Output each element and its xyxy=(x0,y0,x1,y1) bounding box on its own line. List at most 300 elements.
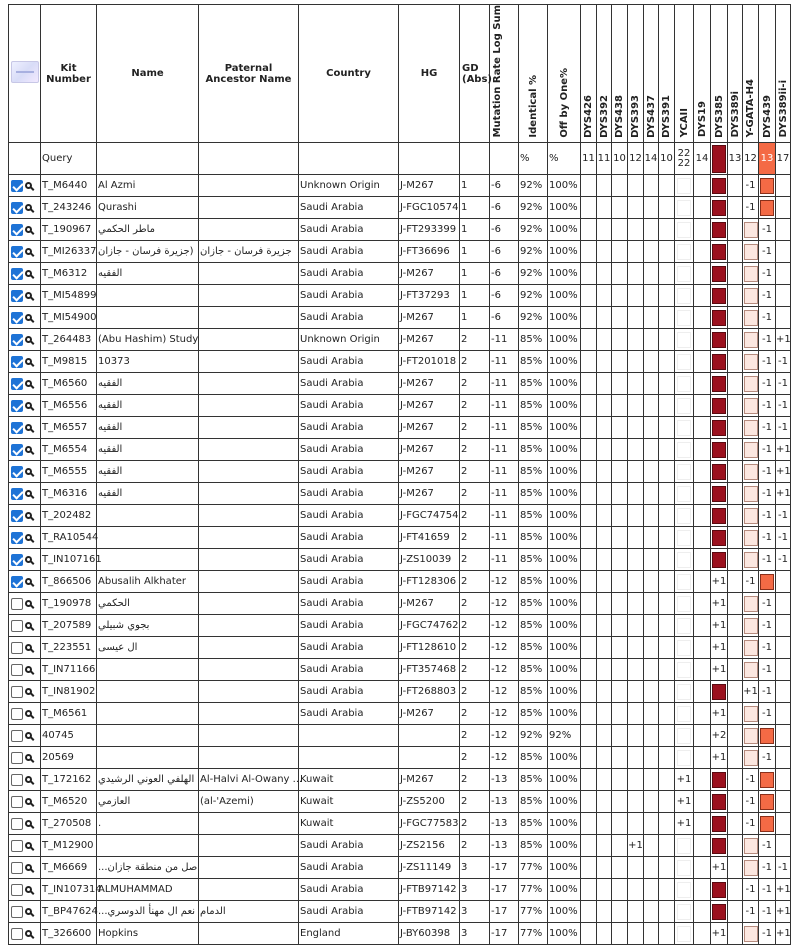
dys385-cell: +1 xyxy=(711,571,728,593)
kit-number-cell[interactable]: T_IN107314 xyxy=(41,879,97,901)
name-cell xyxy=(97,527,199,549)
dys389i-cell xyxy=(728,417,743,439)
table-row xyxy=(9,417,791,439)
logo-cell xyxy=(9,5,41,143)
kit-number-cell[interactable]: T_326600 xyxy=(41,923,97,945)
kit-number-cell[interactable]: T_MI26337 xyxy=(41,241,97,263)
search-icon[interactable] xyxy=(25,776,32,783)
marker-color-icon xyxy=(744,596,758,612)
dys19-cell xyxy=(694,637,711,659)
country-cell: Unknown Origin xyxy=(299,329,399,351)
identical-cell: 92% xyxy=(519,307,548,329)
off-by-one-cell: 100% xyxy=(548,791,581,813)
marker-cell xyxy=(597,923,612,945)
empty-marker-icon xyxy=(677,838,691,854)
marker-cell xyxy=(612,615,628,637)
kit-number-cell[interactable]: T_M9815 xyxy=(41,351,97,373)
select-checkbox[interactable] xyxy=(11,642,23,654)
name-cell xyxy=(97,549,199,571)
dys389i-cell xyxy=(728,659,743,681)
col-ident-label: Identical % xyxy=(527,74,539,138)
search-icon[interactable] xyxy=(25,402,32,409)
search-icon[interactable] xyxy=(25,600,32,607)
empty-marker-icon xyxy=(677,728,691,744)
kit-number-cell[interactable]: T_M6556 xyxy=(41,395,97,417)
off-by-one-cell: 100% xyxy=(548,901,581,923)
select-checkbox[interactable] xyxy=(11,906,23,918)
marker-cell xyxy=(644,351,659,373)
paternal-ancestor-cell xyxy=(199,747,299,769)
kit-number-cell[interactable]: T_M6560 xyxy=(41,373,97,395)
marker-cell xyxy=(644,483,659,505)
empty-marker-icon xyxy=(677,200,691,216)
name-cell xyxy=(97,307,199,329)
marker-cell xyxy=(581,175,597,197)
country-cell: Saudi Arabia xyxy=(299,593,399,615)
name-cell xyxy=(97,505,199,527)
dys385-cell xyxy=(711,307,728,329)
country-cell: Saudi Arabia xyxy=(299,681,399,703)
ycaii-cell xyxy=(675,351,694,373)
name-cell xyxy=(97,835,199,857)
mismatch-color-icon xyxy=(712,398,726,414)
kit-number-cell[interactable]: T_M6555 xyxy=(41,461,97,483)
col-name[interactable]: Name xyxy=(97,5,199,143)
col-genetic-distance[interactable] xyxy=(460,5,490,143)
search-icon[interactable] xyxy=(25,270,32,277)
kit-number-cell[interactable]: 20569 xyxy=(41,747,97,769)
search-icon[interactable] xyxy=(25,908,32,915)
ygata-h4-cell xyxy=(743,615,759,637)
dys19-cell xyxy=(694,835,711,857)
ycaii-cell xyxy=(675,681,694,703)
dys19-cell xyxy=(694,923,711,945)
dys385-color-icon xyxy=(712,145,726,173)
ygata-h4-cell: -1 xyxy=(743,197,759,219)
search-icon[interactable] xyxy=(25,446,32,453)
search-icon[interactable] xyxy=(25,820,32,827)
search-icon[interactable] xyxy=(25,798,32,805)
marker-cell xyxy=(581,329,597,351)
search-icon[interactable] xyxy=(25,886,32,893)
gd-cell: 2 xyxy=(460,681,490,703)
gd-cell: 2 xyxy=(460,527,490,549)
mismatch-color-icon xyxy=(712,266,726,282)
query-blank xyxy=(9,143,41,175)
select-checkbox[interactable] xyxy=(11,796,23,808)
search-icon[interactable] xyxy=(25,424,32,431)
query-off: % xyxy=(548,143,581,175)
kit-number-cell[interactable]: T_BP47624 xyxy=(41,901,97,923)
search-icon[interactable] xyxy=(25,468,32,475)
select-cell xyxy=(9,857,41,879)
search-icon[interactable] xyxy=(25,204,32,211)
select-checkbox[interactable] xyxy=(11,334,23,346)
marker-cell xyxy=(644,857,659,879)
select-checkbox[interactable] xyxy=(11,818,23,830)
mismatch-color-icon xyxy=(712,684,726,700)
query-blank xyxy=(97,143,199,175)
ycaii-cell: +1 xyxy=(675,769,694,791)
marker-color-icon xyxy=(760,816,774,832)
marker-cell xyxy=(612,373,628,395)
dys19-cell xyxy=(694,395,711,417)
kit-number-cell[interactable]: T_264483 xyxy=(41,329,97,351)
dys389i-cell xyxy=(728,747,743,769)
name-cell: ...صل من منطقة جازان xyxy=(97,857,199,879)
kit-number-cell[interactable]: T_866506 xyxy=(41,571,97,593)
select-checkbox[interactable] xyxy=(11,290,23,302)
search-icon[interactable] xyxy=(25,182,32,189)
col-marker[interactable] xyxy=(743,5,759,143)
dys439-cell: -1 xyxy=(759,395,776,417)
ycaii-cell xyxy=(675,285,694,307)
dys389ii-cell xyxy=(776,615,791,637)
name-cell: Hopkins xyxy=(97,923,199,945)
col-off-by-one[interactable] xyxy=(548,5,581,143)
kit-number-cell[interactable]: T_243246 xyxy=(41,197,97,219)
search-icon[interactable] xyxy=(25,578,32,585)
dys389ii-cell xyxy=(776,659,791,681)
ycaii-cell xyxy=(675,241,694,263)
select-checkbox[interactable] xyxy=(11,554,23,566)
search-icon[interactable] xyxy=(25,864,32,871)
search-icon[interactable] xyxy=(25,622,32,629)
select-checkbox[interactable] xyxy=(11,686,23,698)
search-icon[interactable] xyxy=(25,556,32,563)
dys439-cell: -1 xyxy=(759,703,776,725)
paternal-ancestor-cell xyxy=(199,395,299,417)
select-checkbox[interactable] xyxy=(11,400,23,412)
dys439-cell: -1 xyxy=(759,219,776,241)
search-icon[interactable] xyxy=(25,710,32,717)
kit-number-cell[interactable]: T_190967 xyxy=(41,219,97,241)
select-cell xyxy=(9,791,41,813)
kit-number-cell[interactable]: T_IN81902 xyxy=(41,681,97,703)
mutation-rate-cell: -6 xyxy=(490,175,519,197)
identical-cell: 92% xyxy=(519,725,548,747)
col-marker[interactable] xyxy=(694,5,711,143)
select-checkbox[interactable] xyxy=(11,840,23,852)
name-cell: الفقيه xyxy=(97,483,199,505)
paternal-ancestor-cell xyxy=(199,593,299,615)
kit-number-cell[interactable]: T_M6520 xyxy=(41,791,97,813)
mismatch-color-icon xyxy=(712,354,726,370)
name-cell: ALMUHAMMAD xyxy=(97,879,199,901)
select-checkbox[interactable] xyxy=(11,202,23,214)
dys19-cell xyxy=(694,417,711,439)
marker-cell xyxy=(597,461,612,483)
gd-cell: 2 xyxy=(460,659,490,681)
ygata-h4-cell xyxy=(743,395,759,417)
dys389i-cell xyxy=(728,395,743,417)
col-marker[interactable] xyxy=(675,5,694,143)
select-checkbox[interactable] xyxy=(11,312,23,324)
mutation-rate-cell: -6 xyxy=(490,285,519,307)
search-icon[interactable] xyxy=(25,490,32,497)
dys439-cell: -1 xyxy=(759,615,776,637)
col-country[interactable]: Country xyxy=(299,5,399,143)
select-checkbox[interactable] xyxy=(11,356,23,368)
gd-cell: 2 xyxy=(460,769,490,791)
country-cell: Saudi Arabia xyxy=(299,659,399,681)
mutation-rate-cell: -11 xyxy=(490,329,519,351)
name-cell: . xyxy=(97,813,199,835)
marker-cell xyxy=(581,417,597,439)
ycaii-cell xyxy=(675,615,694,637)
search-icon[interactable] xyxy=(25,688,32,695)
gd-cell: 2 xyxy=(460,835,490,857)
select-checkbox[interactable] xyxy=(11,510,23,522)
col-marker[interactable] xyxy=(597,5,612,143)
gd-cell: 1 xyxy=(460,219,490,241)
col-mutation-rate[interactable] xyxy=(490,5,519,143)
ygata-h4-cell xyxy=(743,703,759,725)
gd-cell: 2 xyxy=(460,351,490,373)
search-icon[interactable] xyxy=(25,534,32,541)
haplogroup-cell: J-M267 xyxy=(399,417,460,439)
table-row xyxy=(9,395,791,417)
search-icon[interactable] xyxy=(25,248,32,255)
select-cell xyxy=(9,615,41,637)
select-checkbox[interactable] xyxy=(11,708,23,720)
col-marker[interactable] xyxy=(728,5,743,143)
select-cell xyxy=(9,241,41,263)
ygata-h4-cell: -1 xyxy=(743,901,759,923)
marker-cell xyxy=(659,593,675,615)
select-checkbox[interactable] xyxy=(11,576,23,588)
select-checkbox[interactable] xyxy=(11,598,23,610)
kit-number-cell[interactable]: T_MI54899 xyxy=(41,285,97,307)
mismatch-color-icon xyxy=(712,816,726,832)
select-checkbox[interactable] xyxy=(11,378,23,390)
kit-number-cell[interactable]: T_M6312 xyxy=(41,263,97,285)
marker-color-icon xyxy=(744,926,758,942)
select-checkbox[interactable] xyxy=(11,224,23,236)
dys389i-cell xyxy=(728,263,743,285)
marker-cell xyxy=(628,747,644,769)
table-row xyxy=(9,901,791,923)
search-icon[interactable] xyxy=(25,314,32,321)
dys19-cell xyxy=(694,263,711,285)
dys389ii-cell: +1 xyxy=(776,923,791,945)
marker-cell xyxy=(597,615,612,637)
marker-cell xyxy=(581,615,597,637)
off-by-one-cell: 100% xyxy=(548,197,581,219)
ycaii-cell xyxy=(675,417,694,439)
select-checkbox[interactable] xyxy=(11,730,23,742)
ycaii-cell xyxy=(675,505,694,527)
dys389ii-cell xyxy=(776,703,791,725)
ygata-h4-cell xyxy=(743,417,759,439)
kit-number-cell[interactable]: T_M6561 xyxy=(41,703,97,725)
identical-cell: 92% xyxy=(519,241,548,263)
select-cell xyxy=(9,659,41,681)
select-checkbox[interactable] xyxy=(11,752,23,764)
search-icon[interactable] xyxy=(25,512,32,519)
kit-number-cell[interactable]: 40745 xyxy=(41,725,97,747)
kit-number-cell[interactable]: T_190978 xyxy=(41,593,97,615)
marker-cell xyxy=(612,681,628,703)
col-marker[interactable] xyxy=(759,5,776,143)
dys385-cell xyxy=(711,681,728,703)
select-checkbox[interactable] xyxy=(11,884,23,896)
paternal-ancestor-cell xyxy=(199,483,299,505)
select-cell xyxy=(9,461,41,483)
haplogroup-cell: J-M267 xyxy=(399,593,460,615)
col-marker[interactable] xyxy=(612,5,628,143)
kit-number-cell[interactable]: T_223551 xyxy=(41,637,97,659)
marker-cell xyxy=(597,659,612,681)
select-checkbox[interactable] xyxy=(11,928,23,940)
col-kit-number[interactable]: Kit Number xyxy=(41,5,97,143)
col-marker[interactable] xyxy=(581,5,597,143)
off-by-one-cell: 100% xyxy=(548,395,581,417)
search-icon[interactable] xyxy=(25,930,32,937)
ycaii-cell xyxy=(675,175,694,197)
dys439-cell: -1 xyxy=(759,681,776,703)
marker-label: DYS426 xyxy=(583,94,594,138)
marker-cell xyxy=(628,505,644,527)
search-icon[interactable] xyxy=(25,842,32,849)
search-icon[interactable] xyxy=(25,358,32,365)
marker-cell xyxy=(644,307,659,329)
marker-cell xyxy=(644,571,659,593)
search-icon[interactable] xyxy=(25,666,32,673)
off-by-one-cell: 100% xyxy=(548,483,581,505)
kit-number-cell[interactable]: T_172162 xyxy=(41,769,97,791)
marker-label: DYS19 xyxy=(696,101,708,138)
col-identical[interactable] xyxy=(519,5,548,143)
country-cell: Saudi Arabia xyxy=(299,527,399,549)
identical-cell: 85% xyxy=(519,417,548,439)
ycaii-cell xyxy=(675,879,694,901)
ycaii-cell xyxy=(675,571,694,593)
select-checkbox[interactable] xyxy=(11,422,23,434)
kit-number-cell[interactable]: T_270508 xyxy=(41,813,97,835)
search-icon[interactable] xyxy=(25,732,32,739)
name-cell: الفقيه xyxy=(97,417,199,439)
marker-label: YCAII xyxy=(678,108,690,138)
name-cell xyxy=(97,659,199,681)
empty-marker-icon xyxy=(677,332,691,348)
marker-cell xyxy=(628,263,644,285)
marker-color-icon xyxy=(744,486,758,502)
dys19-cell xyxy=(694,285,711,307)
marker-cell xyxy=(659,417,675,439)
dys389i-cell xyxy=(728,879,743,901)
kit-number-cell[interactable]: T_IN71166 xyxy=(41,659,97,681)
gd-cell: 2 xyxy=(460,505,490,527)
select-checkbox[interactable] xyxy=(11,664,23,676)
off-by-one-cell: 100% xyxy=(548,175,581,197)
country-cell: Kuwait xyxy=(299,813,399,835)
marker-color-icon xyxy=(760,200,774,216)
dys389i-cell xyxy=(728,791,743,813)
search-icon[interactable] xyxy=(25,226,32,233)
table-row xyxy=(9,351,791,373)
search-icon[interactable] xyxy=(25,336,32,343)
select-checkbox[interactable] xyxy=(11,246,23,258)
col-marker[interactable] xyxy=(644,5,659,143)
kit-number-cell[interactable]: T_RA10544 xyxy=(41,527,97,549)
kit-number-cell[interactable]: T_M6669 xyxy=(41,857,97,879)
gd-cell: 3 xyxy=(460,857,490,879)
select-checkbox[interactable] xyxy=(11,180,23,192)
mutation-rate-cell: -12 xyxy=(490,703,519,725)
search-icon[interactable] xyxy=(25,380,32,387)
dys439-cell: -1 xyxy=(759,879,776,901)
gd-cell: 1 xyxy=(460,285,490,307)
select-cell xyxy=(9,769,41,791)
ycaii-cell xyxy=(675,637,694,659)
paternal-ancestor-cell xyxy=(199,527,299,549)
ycaii-cell xyxy=(675,395,694,417)
name-cell: الفقيه xyxy=(97,373,199,395)
marker-label: DYS385 xyxy=(713,94,725,138)
query-blank xyxy=(199,143,299,175)
table-row xyxy=(9,747,791,769)
gd-cell: 1 xyxy=(460,197,490,219)
kit-number-cell[interactable]: T_M12900 xyxy=(41,835,97,857)
table-row xyxy=(9,439,791,461)
select-checkbox[interactable] xyxy=(11,466,23,478)
search-icon[interactable] xyxy=(25,754,32,761)
dys385-cell xyxy=(711,329,728,351)
search-icon[interactable] xyxy=(25,292,32,299)
select-cell xyxy=(9,329,41,351)
marker-cell xyxy=(581,307,597,329)
kit-number-cell[interactable]: T_202482 xyxy=(41,505,97,527)
dys439-cell xyxy=(759,571,776,593)
select-checkbox[interactable] xyxy=(11,532,23,544)
col-marker[interactable] xyxy=(628,5,644,143)
kit-number-cell[interactable]: T_207589 xyxy=(41,615,97,637)
select-checkbox[interactable] xyxy=(11,488,23,500)
name-cell xyxy=(97,703,199,725)
ygata-h4-cell xyxy=(743,241,759,263)
kit-number-cell[interactable]: T_IN107161 xyxy=(41,549,97,571)
dys439-cell xyxy=(759,769,776,791)
haplogroup-cell: J-ZS11149 xyxy=(399,857,460,879)
kit-number-cell[interactable]: T_M6316 xyxy=(41,483,97,505)
col-marker[interactable] xyxy=(711,5,728,143)
col-haplogroup[interactable]: HG xyxy=(399,5,460,143)
col-mut-label: Mutation Rate Log Sum xyxy=(492,5,503,138)
select-checkbox[interactable] xyxy=(11,620,23,632)
query-marker: 22 22 xyxy=(675,143,694,175)
col-marker[interactable] xyxy=(659,5,675,143)
search-icon[interactable] xyxy=(25,644,32,651)
kit-number-cell[interactable]: T_M6554 xyxy=(41,439,97,461)
kit-number-cell[interactable]: T_MI54900 xyxy=(41,307,97,329)
marker-cell xyxy=(612,791,628,813)
select-checkbox[interactable] xyxy=(11,268,23,280)
ftdna-logo-icon xyxy=(11,61,39,83)
marker-cell xyxy=(659,263,675,285)
marker-cell xyxy=(644,901,659,923)
kit-number-cell[interactable]: T_M6557 xyxy=(41,417,97,439)
kit-number-cell[interactable]: T_M6440 xyxy=(41,175,97,197)
col-marker[interactable] xyxy=(776,5,791,143)
select-checkbox[interactable] xyxy=(11,444,23,456)
col-paternal-ancestor[interactable]: Paternal Ancestor Name xyxy=(199,5,299,143)
col-off-label: Off by One% xyxy=(558,67,570,138)
select-checkbox[interactable] xyxy=(11,862,23,874)
select-checkbox[interactable] xyxy=(11,774,23,786)
gd-cell: 2 xyxy=(460,637,490,659)
ycaii-cell xyxy=(675,901,694,923)
